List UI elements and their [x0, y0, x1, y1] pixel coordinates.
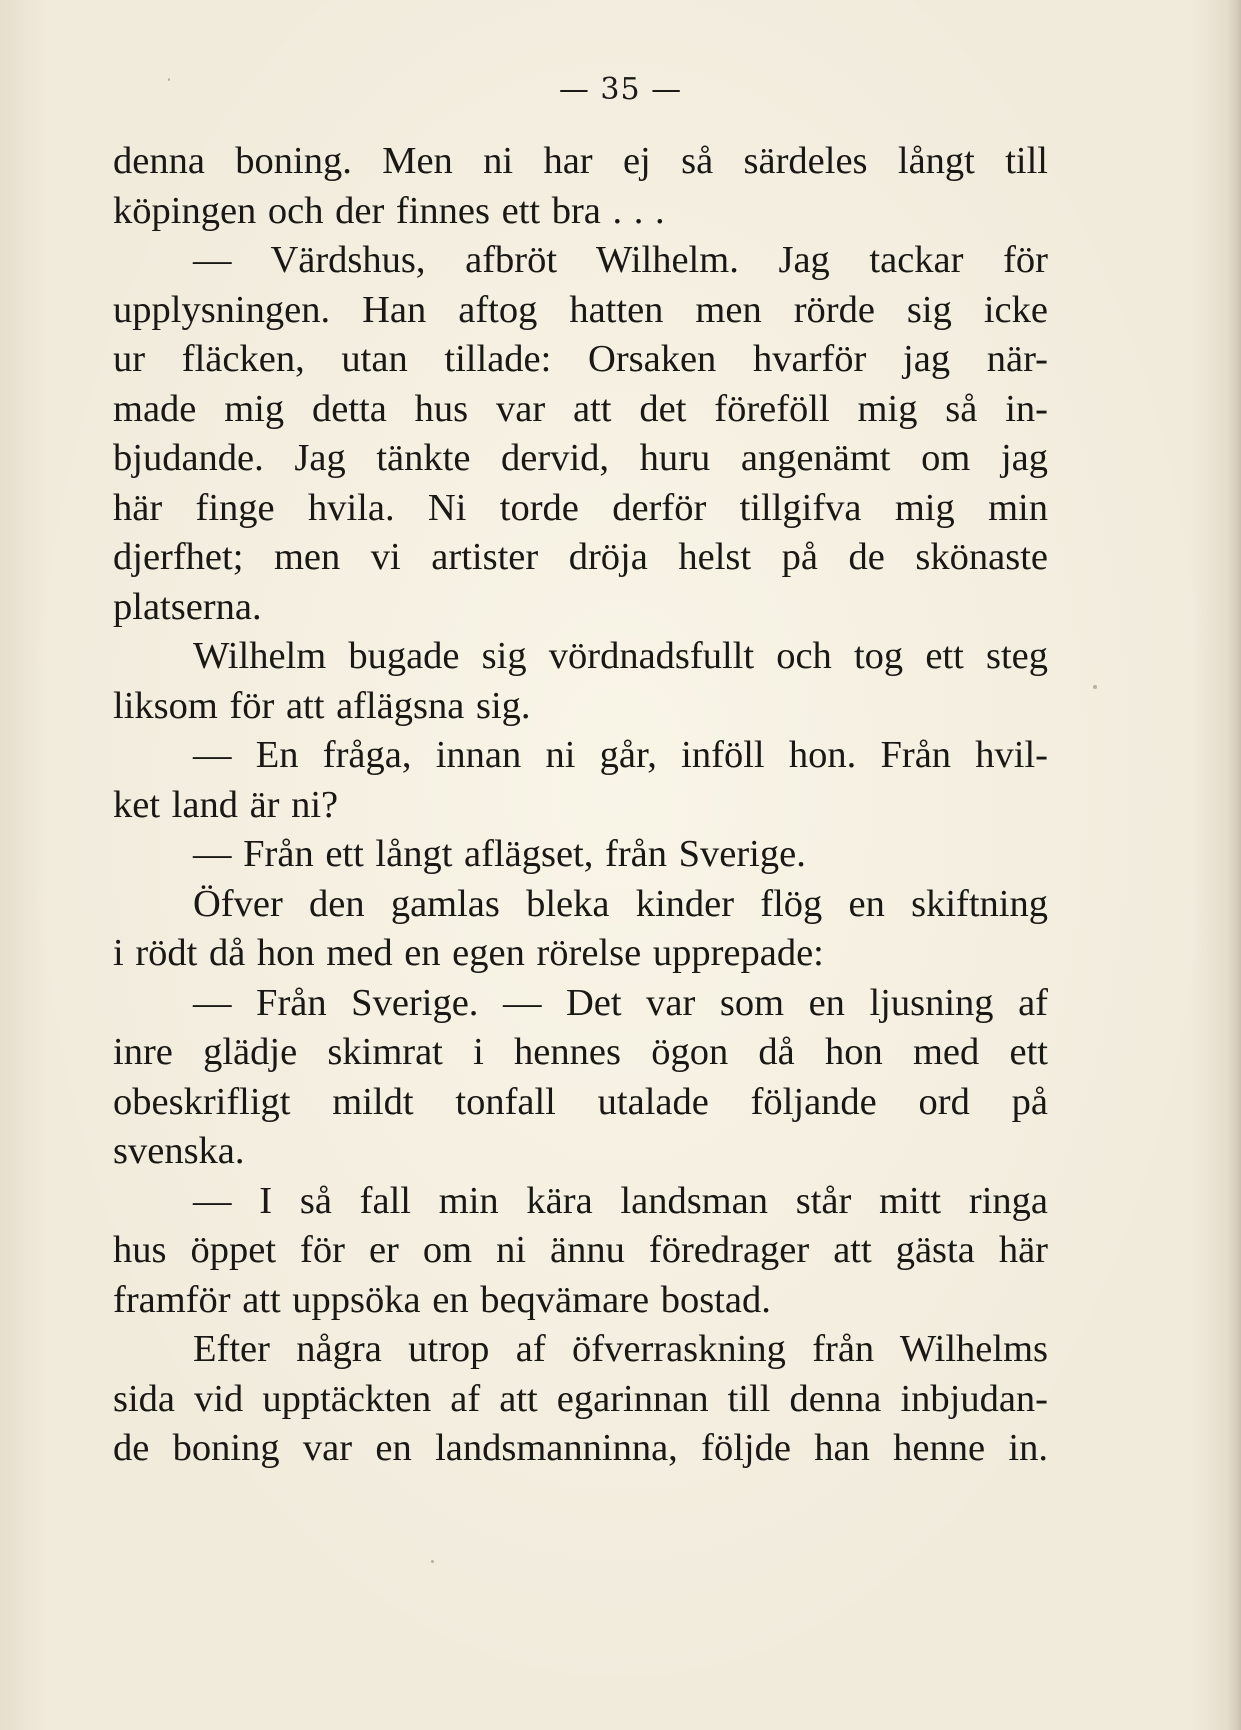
text-line: svenska.: [113, 1130, 245, 1172]
text-line: hus öppet för er om ni ännu föredrager att gästa här: [113, 1229, 1048, 1271]
text-line: — Från ett långt aflägset, från Sverige.: [193, 833, 806, 875]
text-line: ur fläcken, utan tillade: Orsaken hvarför jag när-: [113, 338, 1048, 380]
page-edge-shadow: [1227, 0, 1241, 1730]
text-line: Efter några utrop af öfverraskning från Wilhelms: [193, 1328, 1048, 1370]
text-line: här finge hvila. Ni torde derför tillgifva mig min: [113, 486, 1048, 529]
text-line: denna boning. Men ni har ej så särdeles långt till: [113, 140, 1048, 182]
text-line: — En fråga, innan ni går, inföll hon. Från hvil-: [193, 734, 1048, 776]
text-line: obeskrifligt mildt tonfall utalade följande ord på: [113, 1080, 1048, 1123]
text-line: liksom för att aflägsna sig.: [113, 684, 531, 727]
body-text: [113, 137, 1048, 1474]
text-line: framför att uppsöka en beqvämare bostad.: [113, 1278, 771, 1321]
text-line: bjudande. Jag tänkte dervid, huru angenämt om jag: [113, 437, 1048, 479]
text-line: ket land är ni?: [113, 783, 339, 826]
paper-speck: [431, 1560, 434, 1563]
page-number: — 35 —: [558, 72, 683, 107]
text-line: upplysningen. Han aftog hatten men rörde sig icke: [113, 288, 1048, 331]
paper-speck: [1093, 685, 1097, 689]
text-line: i rödt då hon med en egen rörelse upprepade:: [113, 932, 824, 974]
text-line: köpingen och der finnes ett bra . . .: [113, 189, 665, 232]
text-line: sida vid upptäckten af att egarinnan till denna inbjudan-: [113, 1377, 1048, 1420]
text-line: djerfhet; men vi artister dröja helst på de skönaste: [113, 536, 1048, 578]
text-line: Wilhelm bugade sig vördnadsfullt och tog ett steg: [193, 635, 1048, 677]
text-line: de boning var en landsmanninna, följde han henne in.: [113, 1427, 1048, 1469]
text-line: — Från Sverige. — Det var som en ljusning af: [193, 981, 1048, 1024]
text-line: platserna.: [113, 585, 262, 628]
text-line: Öfver den gamlas bleka kinder flög en skiftning: [193, 882, 1048, 925]
text-line: inre glädje skimrat i hennes ögon då hon med ett: [113, 1031, 1048, 1073]
text-line: made mig detta hus var att det föreföll mig så in-: [113, 387, 1048, 430]
text-line: — Värdshus, afbröt Wilhelm. Jag tackar för: [193, 239, 1048, 281]
text-line: — I så fall min kära landsman står mitt ringa: [193, 1179, 1048, 1222]
paper-speck: [168, 78, 170, 81]
